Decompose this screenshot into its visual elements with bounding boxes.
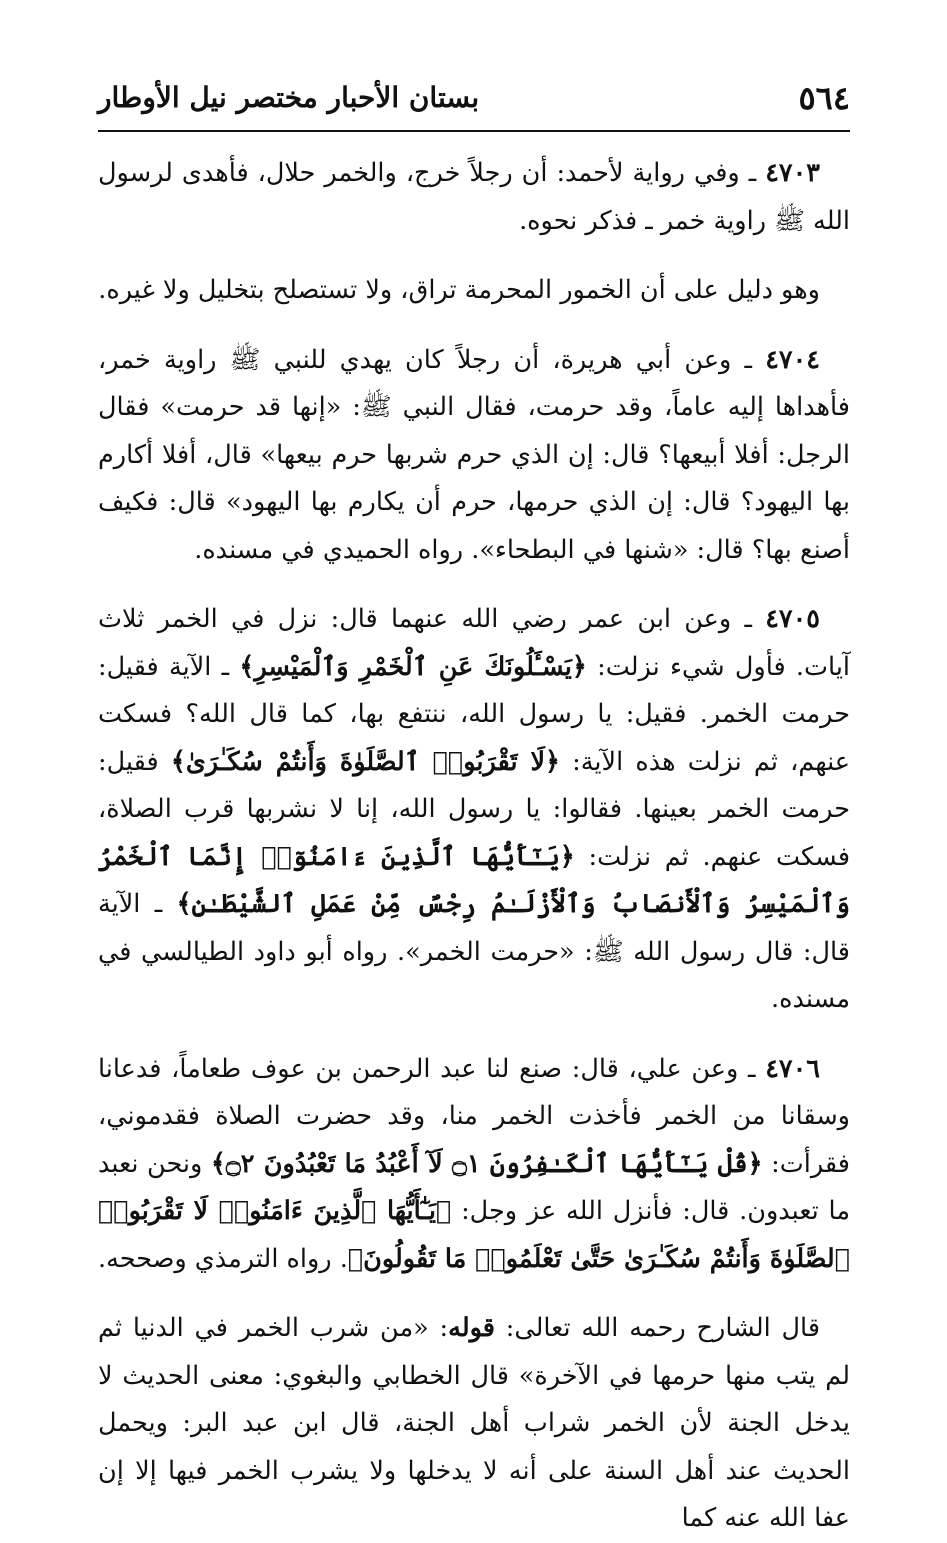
hadith-4704: [98, 337, 850, 575]
hadith-number: ٤٧٠٤: [765, 344, 820, 375]
hadith-text: . رواه الترمذي وصححه.: [98, 1243, 348, 1274]
quran-verse: ﴿لَا تَقْرَبُوا۟ ٱلصَّلَوٰةَ وَأَنتُمْ سُكَـٰرَىٰ﴾: [170, 746, 560, 777]
commentator-paragraph: [98, 1305, 850, 1543]
hadith-text: ـ وعن علي، قال: صنع لنا عبد الرحمن بن عوف طعاماً، فدعانا وسقانا من الخمر فأخذت الخمر منا، وقد حضرت الصلاة فقدموني، فقرأت:: [98, 1053, 850, 1179]
hadith-number: ٤٧٠٥: [765, 604, 820, 634]
hadith-text: ـ وعن أبي هريرة، أن رجلاً كان يهدي للنبي ﷺ راوية خمر، فأهداها إليه عاماً، وقد حرمت، فقال النبي ﷺ: «إنها قد حرمت» فقال الرجل: أفلا أبيعها؟ قال: إن الذي حرم شربها حرم بيعها» قال، أفلا أكارم بها اليهود؟ قال: إن الذي حرمها، حرم أن يكارم بها اليهود» قال: فكيف أصنع بها؟ قال: «شنها في البطحاء». رواه الحميدي في مسنده.: [98, 344, 850, 565]
hadith-text: ـ الآية فقيل: حرمت الخمر. فقيل: يا رسول الله، ننتفع بها، كما قال الله؟ فسكت عنهم، ثم نزلت هذه الآية:: [98, 651, 850, 777]
body-text: [98, 150, 850, 1543]
commentary-text: قال الشارح رحمه الله تعالى:: [494, 1313, 821, 1343]
hadith-text: ـ الآية قال: قال رسول الله ﷺ: «حرمت الخمر». رواه أبو داود الطيالسي في مسنده.: [98, 889, 850, 1014]
page-number: ٥٦٤: [798, 79, 850, 117]
commentary-text: : «من شرب الخمر في الدنيا ثم لم يتب منها حرمها في الآخرة» قال الخطابي والبغوي: معنى الحديث لا يدخل الجنة لأن الخمر شراب أهل الجنة، قال ابن عبد البر: ويحمل الحديث عند أهل السنة على أنه لا يدخلها ولا يشرب الخمر فيها إلا إن عفا الله عنه كما: [98, 1313, 850, 1533]
quran-verse: ﴿يَسْـَٔلُونَكَ عَنِ ٱلْخَمْرِ وَٱلْمَيْسِرِ﴾: [239, 651, 587, 682]
hadith-text: ونحن نعبد ما تعبدون. قال: فأنزل الله عز وجل:: [98, 1148, 850, 1226]
quran-verse: ﴿يَـٰٓأَيُّهَا ٱلَّذِينَ ءَامَنُوٓا۟ إِنَّمَا ٱلْخَمْرُ وَٱلْمَيْسِرُ وَٱلْأَنصَابُ وَٱلْأَزْلَـٰمُ رِجْسٌ مِّنْ عَمَلِ ٱلشَّيْطَـٰنِ﴾: [98, 841, 850, 919]
hadith-4705: [98, 596, 850, 1024]
hadith-text: فقيل: حرمت الخمر بعينها. فقالوا: يا رسول الله، إنا لا نشربها قرب الصلاة، فسكت عنهم. ثم نزلت:: [98, 746, 851, 872]
hadith-number: ٤٧٠٦: [765, 1053, 820, 1084]
running-header: [98, 70, 850, 132]
hadith-4706: [98, 1046, 850, 1284]
hadith-text: ـ وفي رواية لأحمد: أن رجلاً خرج، والخمر حلال، فأهدى لرسول الله ﷺ راوية خمر ـ فذكر نحوه.: [98, 158, 850, 236]
commentary-keyword: قوله: [448, 1313, 495, 1343]
book-page: [98, 70, 851, 1533]
quran-verse: ﴿يَـٰٓأَيُّهَا ٱلَّذِينَ ءَامَنُوا۟ لَا تَقْرَبُوا۟ ٱلصَّلَوٰةَ وَأَنتُمْ سُكَـٰرَىٰ حَتَّىٰ تَعْلَمُوا۟ مَا تَقُولُونَ﴾: [98, 1196, 850, 1274]
quran-verse: ﴿قُلْ يَـٰٓأَيُّهَا ٱلْكَـٰفِرُونَ ۝١ لَآ أَعْبُدُ مَا تَعْبُدُونَ ۝٢﴾: [210, 1148, 763, 1179]
book-title: بستان الأحبار مختصر نيل الأوطار: [98, 81, 480, 114]
hadith-text: ـ وعن ابن عمر رضي الله عنهما قال: نزل في الخمر ثلاث آيات. فأول شيء نزلت:: [98, 604, 850, 682]
commentary-paragraph: [98, 267, 850, 315]
commentary-text: وهو دليل على أن الخمور المحرمة تراق، ولا تستصلح بتخليل ولا غيره.: [98, 275, 820, 305]
hadith-number: ٤٧٠٣: [765, 158, 820, 188]
hadith-4703: [98, 150, 850, 245]
